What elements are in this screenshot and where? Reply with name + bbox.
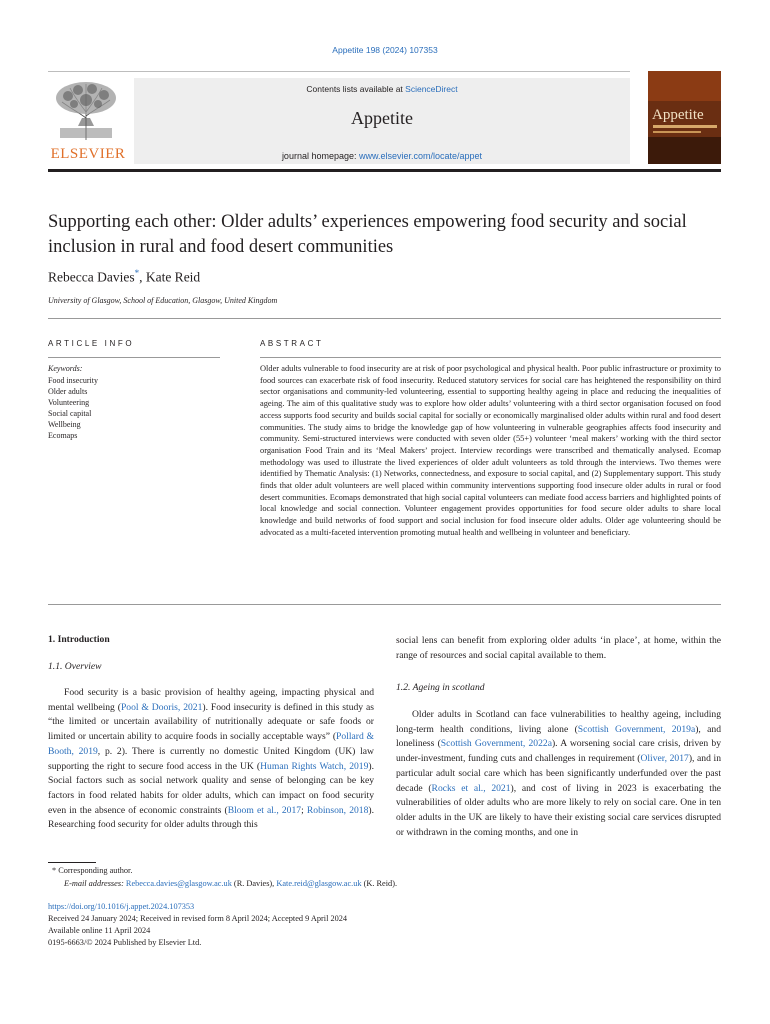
journal-citation-link[interactable]: Appetite 198 (2024) 107353	[332, 45, 438, 55]
journal-cover-image	[648, 71, 721, 164]
reference-link[interactable]: Bloom et al., 2017	[227, 804, 302, 816]
reference-link[interactable]: Pollard & Booth, 2019	[48, 731, 374, 757]
keyword-item: Older adults	[48, 387, 88, 396]
elsevier-wordmark: ELSEVIER	[50, 146, 126, 162]
email-label: E-mail addresses:	[64, 879, 124, 888]
available-online-date: Available online 11 April 2024	[48, 926, 151, 935]
reference-link[interactable]: Scottish Government, 2019a	[577, 723, 696, 735]
body-text: , p. 2). There is currently no domestic United Kingdom (UK) law supporting the right to secure food access in the UK (	[48, 745, 374, 772]
body-text: ;	[301, 804, 307, 816]
author-affiliation: University of Glasgow, School of Education, Glasgow, United Kingdom	[48, 296, 278, 305]
section-heading-introduction: 1. Introduction	[48, 634, 110, 645]
body-paragraph: social lens can benefit from exploring older adults ‘in place’, at home, within the range of resources and social capital available to them.	[396, 635, 721, 661]
keyword-item: Ecomaps	[48, 431, 78, 440]
author-list	[48, 268, 200, 286]
corresponding-author-mark[interactable]: *	[134, 268, 140, 278]
keyword-item: Wellbeing	[48, 420, 81, 429]
reference-link[interactable]: Rocks et al., 2021	[431, 782, 511, 794]
cover-title: Appetite	[652, 107, 704, 123]
keywords-list	[48, 375, 98, 441]
reference-link[interactable]: Robinson, 2018	[306, 804, 369, 816]
body-text: ). Social factors such as social network quality and sense of belonging can be key factors in food related habits for older adults, which can impact on food security even in the absence of economic constraints (	[48, 760, 374, 816]
email-owner: (R. Davies),	[231, 879, 277, 888]
cover-top-band	[648, 71, 721, 101]
sciencedirect-link[interactable]: ScienceDirect	[405, 84, 458, 94]
received-dates: Received 24 January 2024; Received in revised form 8 April 2024; Accepted 9 April 2024	[48, 914, 348, 923]
header-bottom-rule	[48, 169, 721, 172]
journal-homepage-line	[134, 151, 630, 161]
email-link[interactable]: Kate.reid@glasgow.ac.uk	[276, 879, 362, 888]
cover-line	[653, 131, 701, 133]
author-name: Rebecca Davies	[48, 269, 135, 285]
subsection-heading-overview: 1.1. Overview	[48, 661, 102, 672]
keywords-label: Keywords:	[48, 364, 83, 373]
email-addresses-note	[64, 879, 397, 888]
journal-header-band	[134, 78, 630, 164]
section-divider	[48, 318, 721, 319]
body-text: ). Food insecurity is defined in this study as “the limited or uncertain availability of nutritionally adequate or safe foods or limited or uncertain ability to acquire foods in socially acceptable ways” (	[48, 701, 374, 743]
copyright-line: 0195-6663/© 2024 Published by Elsevier Ltd.	[48, 938, 202, 947]
body-paragraph	[396, 708, 721, 840]
keyword-item: Social capital	[48, 409, 92, 418]
article-info-heading: ARTICLE INFO	[48, 339, 135, 348]
corresponding-author-note: * Corresponding author.	[52, 866, 133, 875]
section-divider	[48, 604, 721, 605]
body-text: ), and in particular adult social care which has been significantly underfunded over the past decade (	[396, 753, 721, 794]
keyword-item: Volunteering	[48, 398, 90, 407]
contents-availability-line	[134, 84, 630, 94]
body-text: ), and loneliness (	[396, 723, 722, 750]
abstract-heading: ABSTRACT	[260, 339, 324, 348]
reference-link[interactable]: Oliver, 2017	[640, 753, 689, 765]
contents-prefix: Contents lists available at	[306, 84, 406, 94]
article-title: Supporting each other: Older adults’ experiences empowering food security and social inclusion in rural and food desert communities	[48, 212, 687, 257]
body-paragraph	[48, 686, 374, 833]
keyword-item: Food insecurity	[48, 376, 98, 385]
body-text: Food security is a basic provision of healthy ageing, impacting physical and mental wellbeing (	[48, 687, 374, 713]
email-link[interactable]: Rebecca.davies@glasgow.ac.uk	[125, 879, 232, 888]
reference-link[interactable]: Human Rights Watch, 2019	[260, 760, 369, 772]
abstract-text: Older adults vulnerable to food insecurity are at risk of poor psychological and physical health. Poor public infrastructure or proximity to food sources can exacerbate risk of food insecurity. Reduced statutory services for social care has heightened the responsibility on third sector organisations and community-led volunteering, essential to supporting healthy ageing in place and reducing the inequalities of ageing. The aim of this qualitative study was to explore how older adults’ volunteering with a third sector organisation focused on food access supports food security and builds social capital for socially or economically marginalised older adults within rural and food desert communities. The study aims to bridge the knowledge gap of how volunteering in vulnerable geographies affects food insecurity and community. Semi-structured interviews were conducted with seven older (55+) volunteer ‘meal makers’ working with the third sector organisation Food Train and its ‘Meal Makers’ project. Interview recordings were transcribed and thematically analysed. Ecomap methodology was used to illustrate the lived experiences of older adult volunteers as told through the interviews. Two themes were identified by Thematic Analysis: (1) Networks, connectedness, and exposure to social capital, and (2) Supplementary support. This study finds that older adult volunteers are well placed within community interventions supporting food insecure older adults in rural or food desert communities. Ecomaps demonstrated that high social capital volunteers can mediate food access barriers and highlighted points of local knowledge and social connection. Volunteer engagement provides opportunities for food secure older adults to share local knowledge and build networks of food support and social inclusion for food insecure older adults. Older age volunteering should be advocated as a multi-faceted intervention promoting mutual health and wellbeing in volunteer and beneficiary.	[260, 364, 721, 537]
body-text: ). Researching food security for older adults through this	[48, 804, 374, 831]
homepage-prefix: journal homepage:	[281, 151, 359, 161]
elsevier-tree-icon	[48, 78, 124, 142]
email-owner: (K. Reid).	[361, 879, 398, 888]
cover-line	[653, 125, 717, 128]
journal-homepage-link[interactable]: www.elsevier.com/locate/appet	[359, 151, 483, 161]
article-info-rule	[48, 357, 220, 358]
doi-link[interactable]: https://doi.org/10.1016/j.appet.2024.107353	[48, 902, 195, 911]
cover-bottom-band	[648, 137, 721, 164]
journal-name: Appetite	[351, 108, 413, 128]
body-text: ). A worsening social care crisis, driven by under-investment, funding cuts and challenges in requirement (	[396, 738, 722, 765]
reference-link[interactable]: Pool & Dooris, 2021	[120, 701, 203, 713]
subsection-heading-ageing-in-scotland: 1.2. Ageing in scotland	[396, 682, 485, 693]
author-name: , Kate Reid	[139, 269, 201, 285]
footnote-rule	[48, 862, 96, 863]
body-text: Older adults in Scotland can face vulnerabilities to healthy ageing, including long-term health conditions, living alone (	[396, 709, 721, 735]
elsevier-logo	[48, 78, 128, 164]
abstract-rule	[260, 357, 721, 358]
reference-link[interactable]: Scottish Government, 2022a	[440, 738, 552, 750]
body-text: ), and cost of living in 2023 is exacerbating the vulnerabilities of older adults who are more likely to rely on social care. One in ten older adults in the UK are likely to have their existing social care services disrupted or withdrawn in the coming months, and one in	[396, 782, 721, 838]
header-top-rule	[48, 71, 630, 72]
